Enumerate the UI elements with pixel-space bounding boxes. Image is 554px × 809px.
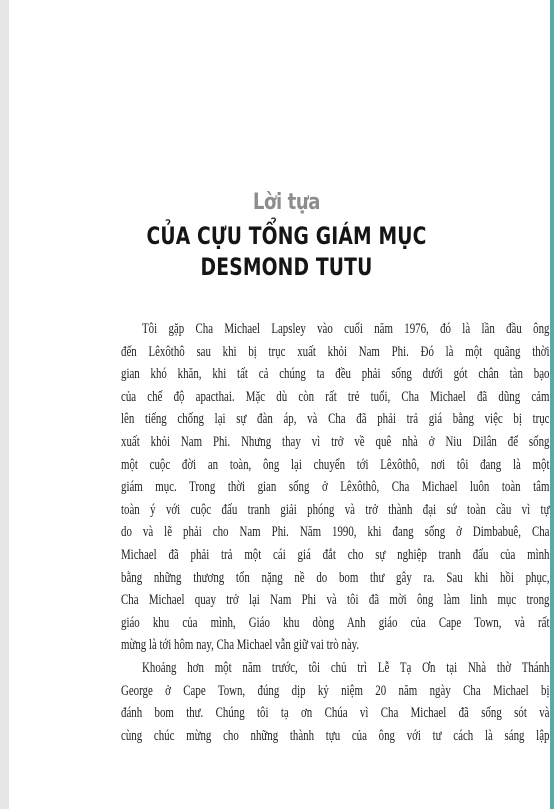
text-line: xuất khỏi Nam Phi. Nhưng thay vì trở về quê nhà ở Niu Dilân để sống [121, 433, 550, 450]
text-line: Tôi gặp Cha Michael Lapsley vào cuối năm 1976, đó là lần đầu ông [142, 321, 550, 337]
preface-heading [9, 188, 554, 283]
text-line: Cha Michael quay trở lại Nam Phi và tôi đã mời ông làm linh mục trong [121, 592, 550, 609]
text-line: George ở Cape Town, đúng dịp kỷ niệm 20 năm ngày Cha Michael bị [121, 682, 550, 699]
text-line: một cuộc đời an toàn, ông lại chuyển tới Lêxôthô, nơi tôi đang là một [121, 456, 550, 473]
heading-line-2: CỦA CỰU TỔNG GIÁM MỤC [146, 222, 427, 250]
text-line: đánh bom thư. Chúng tôi tạ ơn Chúa vì Cha Michael đã sống sót và [121, 705, 550, 722]
text-line: lên tiếng chống lại sự đàn áp, và Cha đã phải trả giá bằng việc bị trục [121, 411, 550, 428]
viewer-left-margin [0, 0, 9, 809]
text-line: Michael đã phải trả một cái giá đắt cho sự nghiệp tranh đấu của mình [121, 546, 550, 563]
text-line: giáo khu của mình, Giáo khu dòng Anh giáo của Cape Town, và rất [121, 614, 550, 631]
document-page [9, 0, 550, 809]
text-line: giám mục. Trong thời gian sống ở Lêxôthô, Cha Michael luôn toàn tâm [121, 479, 550, 496]
heading-line-3: DESMOND TUTU [200, 253, 373, 281]
text-line: bằng những thương tổn nặng nề do bom thư gây ra. Sau khi hồi phục, [121, 569, 550, 586]
text-line: Khoảng hơn một năm trước, tôi chủ trì Lễ Tạ Ơn tại Nhà thờ Thánh [142, 659, 550, 676]
heading-line-1: Lời tựa [252, 190, 321, 215]
text-line: gian khó khăn, khi tất cả chúng ta đều phải sống dưới gót chân tàn bạo [121, 366, 550, 383]
viewer-right-edge [550, 0, 554, 809]
text-line: cùng chúc mừng cho những thành tựu của ông với tư cách là sáng lập [121, 727, 550, 744]
text-line: do và lẽ phải cho Nam Phi. Năm 1990, khi đang sống ở Dimbabuê, Cha [121, 524, 550, 541]
text-line: toàn ý với cuộc đấu tranh giải phóng và trở thành đại sứ toàn cầu vì tự [121, 501, 550, 518]
text-line: mừng là tới hôm nay, Cha Michael vẫn giữ vai trò này. [121, 637, 360, 654]
text-line: của chế độ apacthai. Mặc dù còn rất trẻ tuổi, Cha Michael đã dũng cảm [121, 388, 550, 405]
body-text [121, 318, 549, 747]
text-line: đến Lêxôthô sau khi bị trục xuất khỏi Nam Phi. Đó là một quãng thời [121, 343, 550, 360]
